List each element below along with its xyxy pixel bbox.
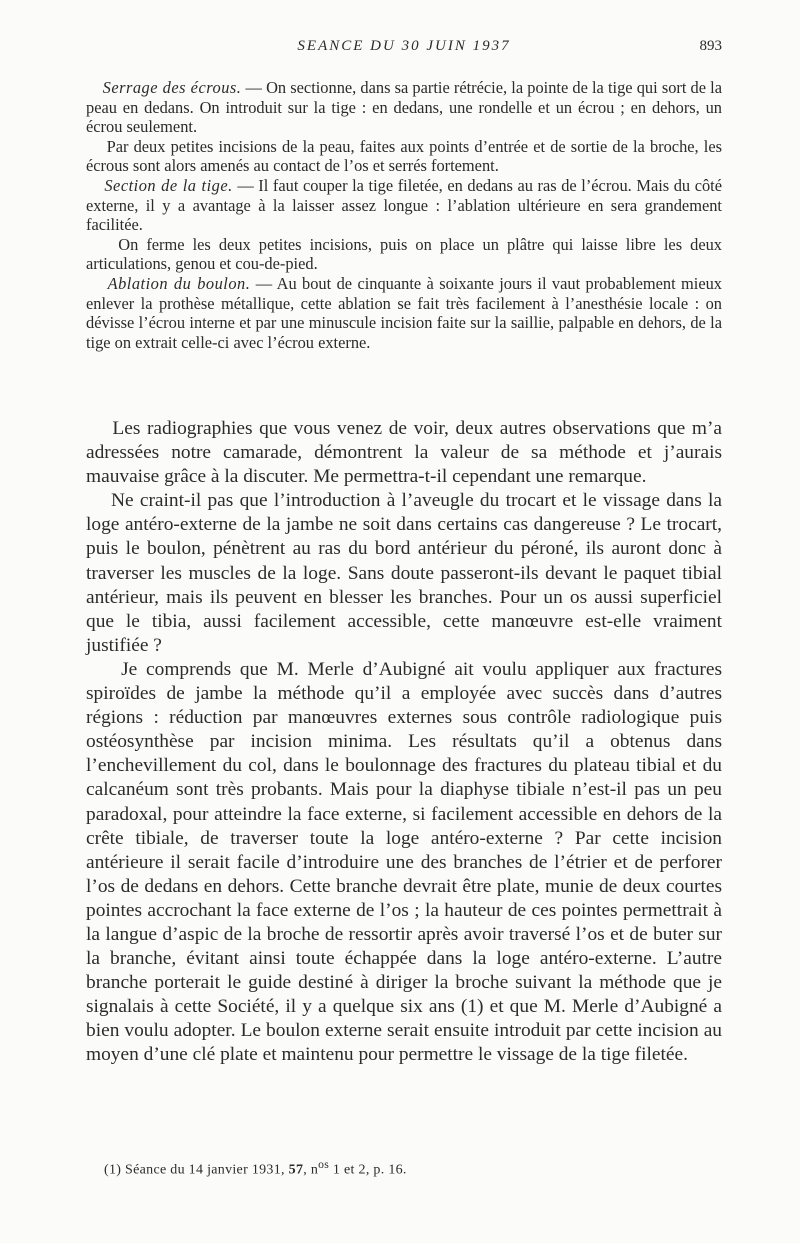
- running-header: [86, 38, 722, 58]
- footnote-volume: 57: [288, 1162, 304, 1178]
- subheading: Section de la tige.: [104, 175, 233, 195]
- paragraph-ablation: [86, 274, 722, 352]
- discussion-section: [86, 417, 722, 1068]
- footnote-text: 1 et 2, p. 16.: [329, 1162, 407, 1178]
- paragraph-section: [86, 176, 722, 235]
- paragraph-radiographies: [86, 417, 722, 489]
- paragraph-platre: [86, 235, 722, 274]
- paragraph-text: — Au bout de cinquante à soixante jours il vaut probablement mieux enlever la prothèse métallique, cette ablation se fait très facilement à l’anesthésie locale : on dévisse l’écrou interne et par une minuscule incision faite sur la saillie, palpable en dehors, de la tige on extrait celle-ci avec l’écrou externe.: [86, 273, 722, 352]
- running-title: SEANCE DU 30 JUIN 1937: [297, 38, 511, 54]
- paragraph-text: Je comprends que M. Merle d’Aubigné ait voulu appliquer aux fractures spiroïdes de jambe la méthode qu’il a employée avec succès dans d’autres régions : réduction par manœuvres externes sous contrôle radiologique puis ostéosynthèse par incision minima. Les résultats qu’il a obtenus dans l’enchevillement du col, dans le boulonnage des fractures du plateau tibial et du calcanéum sont très probants. Mais pour la diaphyse tibiale n’est-il pas un peu paradoxal, pour atteindre la face externe, si facilement accessible en dehors de la crête tibiale, de traverser toute la loge antéro-externe ? Par cette incision antérieure il serait facile d’introduire une des branches de l’étrier et de perforer l’os de dedans en dehors. Cette branche devrait être plate, munie de deux courtes pointes accrochant la face externe de l’os ; la hauteur de ces pointes permettrait à la langue d’aspic de la broche de ressortir après avoir traversé l’os et de buter sur la branche, évitant ainsi toute échappée dans la loge antéro-externe. L’autre branche porterait le guide destiné à diriger la broche suivant la méthode que je signalais à cette Société, il y a quelque six ans (1) et que M. Merle d’Aubigné a bien voulu adopter. Le boulon externe serait ensuite introduit par cette incision au moyen d’une clé plate et maintenu pour permettre le vissage de la tige filetée.: [86, 658, 723, 1066]
- paragraph-trocart: [86, 489, 722, 658]
- footnote-sup: os: [318, 1158, 330, 1171]
- page-number: 893: [699, 38, 722, 54]
- footnote-text: , n: [303, 1162, 319, 1178]
- paragraph-text: Ne craint-il pas que l’introduction à l’aveugle du trocart et le vissage dans la loge antéro-externe de la jambe ne soit dans certains cas dangereuse ? Le trocart, puis le boulon, pénètrent au ras du bord antérieur du péroné, ils auront donc à traverser les muscles de la loge. Sans doute passeront-ils devant le paquet tibial antérieur, mais ils peuvent en blesser les branches. Pour un os aussi superficiel que le tibia, aussi facilement accessible, cette manœuvre est-elle vraiment justifiée ?: [86, 490, 723, 656]
- procedure-section: [86, 78, 722, 352]
- paragraph-incisions: [86, 137, 722, 176]
- paragraph-text: — On sectionne, dans sa partie rétrécie, la pointe de la tige qui sort de la peau en dedans. On introduit sur la tige : en dedans, une rondelle et un écrou ; en dehors, un écrou seulement.: [86, 78, 723, 137]
- subheading: Ablation du boulon.: [107, 273, 251, 293]
- footnote-text: (1) Séance du 14 janvier 1931,: [104, 1162, 289, 1178]
- paragraph-text: — Il faut couper la tige filetée, en dedans au ras de l’écrou. Mais du côté externe, il y a avantage à la laisser assez longue : l’ablation ultérieure en sera grandement facilitée.: [86, 175, 723, 235]
- footnote: [104, 1158, 407, 1179]
- paragraph-methode: [86, 658, 722, 1068]
- paragraph-text: On ferme les deux petites incisions, puis on place un plâtre qui laisse libre les deux articulations, genou et cou-de-pied.: [86, 234, 723, 274]
- subheading: Serrage des écrous.: [102, 78, 242, 97]
- paragraph-text: Par deux petites incisions de la peau, faites aux points d’entrée et de sortie de la broche, les écrous sont alors amenés au contact de l’os et serrés fortement.: [86, 136, 723, 176]
- paragraph-text: Les radiographies que vous venez de voir, deux autres observations que m’a adressées notre camarade, démontrent la valeur de sa méthode et j’aurais mauvaise grâce à la discuter. Me permettra-t-il cependant une remarque.: [86, 418, 723, 488]
- paragraph-serrage: [86, 78, 722, 137]
